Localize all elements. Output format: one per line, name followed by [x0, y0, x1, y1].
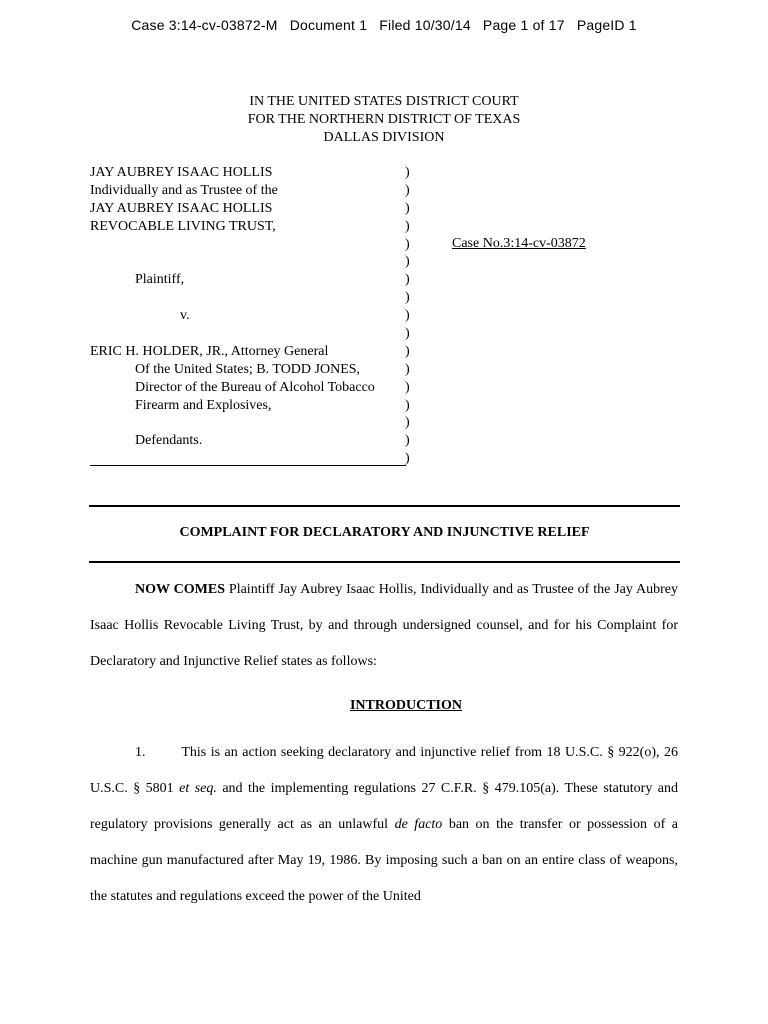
paragraph-1-text-a: This is an action seeking declaratory and injunctive relief from 18 U.S.C. § 922(o), 26 U.S.C. § 5801 [90, 745, 678, 796]
paragraph-1-italic-de-facto: de facto [394, 817, 443, 832]
paragraph-1 [90, 735, 678, 915]
filing-stamp-header [0, 17, 768, 33]
document-title: COMPLAINT FOR DECLARATORY AND INJUNCTIVE RELIEF [179, 525, 590, 540]
trust-name-line-1: JAY AUBREY ISAAC HOLLIS [90, 200, 273, 216]
opening-lead: NOW COMES [135, 582, 225, 597]
defendant-line-4: Firearm and Explosives, [135, 397, 272, 413]
plaintiff-label: Plaintiff, [135, 272, 185, 288]
title-rule-bottom [89, 561, 680, 563]
court-line-3: DALLAS DIVISION [323, 130, 445, 145]
paragraph-1-text-b: and the implementing regulations 27 C.F.R. § 479.105(a). These statutory and regulatory provisions generally act as an unlawful [90, 781, 678, 832]
stamp-pageid: PageID 1 [576, 17, 637, 33]
trust-name-line-2: REVOCABLE LIVING TRUST, [90, 218, 276, 234]
stamp-filed: Filed 10/30/14 [379, 17, 471, 33]
court-line-2: FOR THE NORTHERN DISTRICT OF TEXAS [247, 112, 521, 127]
caption-parentheses: ) ) ) ) ) ) ) ) ) ) ) ) ) ) ) ) ) [405, 165, 410, 467]
section-heading-introduction: INTRODUCTION [349, 698, 462, 713]
stamp-case: Case 3:14-cv-03872-M [131, 17, 278, 33]
defendant-line-1: ERIC H. HOLDER, JR., Attorney General [90, 343, 329, 359]
paragraph-1-italic-et-seq: et seq. [179, 781, 217, 796]
caption-underline [90, 465, 406, 466]
case-caption-parties [90, 164, 410, 450]
court-line-1: IN THE UNITED STATES DISTRICT COURT [249, 94, 519, 109]
plaintiff-name: JAY AUBREY ISAAC HOLLIS [90, 165, 273, 180]
stamp-page: Page 1 of 17 [482, 17, 565, 33]
opening-paragraph [90, 572, 678, 680]
court-heading [0, 93, 768, 147]
case-number: Case No.3:14-cv-03872 [452, 236, 586, 251]
stamp-document: Document 1 [289, 17, 368, 33]
opening-text: Plaintiff Jay Aubrey Isaac Hollis, Individually and as Trustee of the Jay Aubrey Isaac Hollis Revocable Living Trust, by and through undersigned counsel, and for his Complaint for Declaratory and Injunctive Relief states as follows: [90, 582, 678, 669]
versus-label: v. [180, 308, 190, 324]
defendants-label: Defendants. [135, 433, 203, 449]
defendant-line-3: Director of the Bureau of Alcohol Tobacco [135, 379, 375, 395]
defendant-line-2: Of the United States; B. TODD JONES, [135, 361, 361, 377]
paragraph-1-text-c: ban on the transfer or possession of a machine gun manufactured after May 19, 1986. By imposing such a ban on an entire class of weapons, the statutes and regulations exceed the power of the United [90, 817, 678, 904]
plaintiff-capacity: Individually and as Trustee of the [90, 182, 278, 198]
paragraph-1-number: 1. [135, 745, 146, 760]
title-rule-top [89, 505, 680, 507]
